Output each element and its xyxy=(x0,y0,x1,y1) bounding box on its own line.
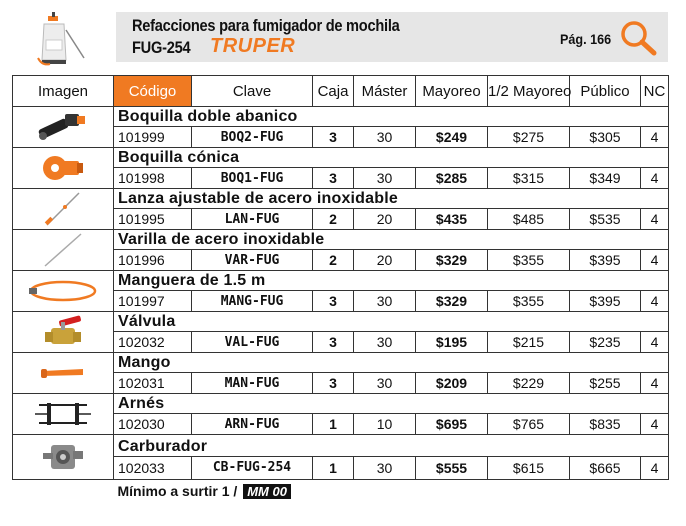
box-qty: 3 xyxy=(313,291,354,312)
mm-badge: MM 00 xyxy=(243,484,291,499)
lance-icon xyxy=(13,189,113,229)
master-qty: 30 xyxy=(354,291,416,312)
product-code: 102030 xyxy=(114,414,192,435)
product-image xyxy=(13,107,114,148)
retail-price: $255 xyxy=(570,373,641,394)
box-qty: 1 xyxy=(313,456,354,479)
product-key: MAN-FUG xyxy=(192,373,313,394)
product-code: 101998 xyxy=(114,168,192,189)
search-icon[interactable] xyxy=(618,18,660,58)
half-wholesale-price: $615 xyxy=(488,456,570,479)
retail-price: $395 xyxy=(570,250,641,271)
nc-value: 4 xyxy=(641,373,669,394)
product-code: 102032 xyxy=(114,332,192,353)
valve-icon xyxy=(13,312,113,352)
product-name: Válvula xyxy=(114,312,669,332)
half-wholesale-price: $215 xyxy=(488,332,570,353)
cone-nozzle-icon xyxy=(13,151,113,185)
product-name: Lanza ajustable de acero inoxidable xyxy=(114,189,669,209)
product-code: 102033 xyxy=(114,456,192,479)
product-name: Mango xyxy=(114,353,669,373)
box-qty: 3 xyxy=(313,332,354,353)
wholesale-price: $329 xyxy=(416,250,488,271)
retail-price: $835 xyxy=(570,414,641,435)
product-image xyxy=(13,435,114,480)
table-header-row xyxy=(13,76,669,107)
nc-value: 4 xyxy=(641,209,669,230)
wholesale-price: $249 xyxy=(416,127,488,148)
table-row xyxy=(13,271,669,291)
double-fan-nozzle-icon xyxy=(13,110,113,144)
master-qty: 20 xyxy=(354,250,416,271)
product-code: 101995 xyxy=(114,209,192,230)
half-wholesale-price: $315 xyxy=(488,168,570,189)
parts-table xyxy=(12,75,669,502)
box-qty: 3 xyxy=(313,127,354,148)
half-wholesale-price: $275 xyxy=(488,127,570,148)
half-wholesale-price: $485 xyxy=(488,209,570,230)
half-wholesale-price: $355 xyxy=(488,291,570,312)
master-qty: 30 xyxy=(354,127,416,148)
sprayer-backpack-icon xyxy=(34,10,90,68)
half-wholesale-price: $765 xyxy=(488,414,570,435)
product-key: VAR-FUG xyxy=(192,250,313,271)
handle-icon xyxy=(13,358,113,388)
model-code: FUG-254 xyxy=(132,38,191,57)
nc-value: 4 xyxy=(641,332,669,353)
product-name: Arnés xyxy=(114,394,669,414)
nc-value: 4 xyxy=(641,414,669,435)
table-row xyxy=(13,394,669,414)
product-name: Boquilla doble abanico xyxy=(114,107,669,127)
rod-icon xyxy=(13,230,113,270)
col-codigo[interactable]: Código xyxy=(114,76,192,107)
master-qty: 30 xyxy=(354,456,416,479)
retail-price: $235 xyxy=(570,332,641,353)
product-name: Varilla de acero inoxidable xyxy=(114,230,669,250)
product-key: BOQ1-FUG xyxy=(192,168,313,189)
product-key: BOQ2-FUG xyxy=(192,127,313,148)
master-qty: 30 xyxy=(354,168,416,189)
nc-value: 4 xyxy=(641,291,669,312)
table-row xyxy=(13,189,669,209)
col-publico[interactable]: Público xyxy=(570,76,641,107)
master-qty: 30 xyxy=(354,373,416,394)
half-wholesale-price: $229 xyxy=(488,373,570,394)
wholesale-price: $195 xyxy=(416,332,488,353)
half-wholesale-price: $355 xyxy=(488,250,570,271)
col-master[interactable]: Máster xyxy=(354,76,416,107)
box-qty: 3 xyxy=(313,373,354,394)
col-caja[interactable]: Caja xyxy=(313,76,354,107)
wholesale-price: $329 xyxy=(416,291,488,312)
product-name: Boquilla cónica xyxy=(114,148,669,168)
col-imagen: Imagen xyxy=(13,76,114,107)
page-title: Refacciones para fumigador de mochila xyxy=(132,16,400,35)
box-qty: 2 xyxy=(313,209,354,230)
product-name: Manguera de 1.5 m xyxy=(114,271,669,291)
master-qty: 30 xyxy=(354,332,416,353)
product-code: 101999 xyxy=(114,127,192,148)
retail-price: $349 xyxy=(570,168,641,189)
harness-icon xyxy=(13,399,113,429)
retail-price: $305 xyxy=(570,127,641,148)
col-mayoreo[interactable]: Mayoreo xyxy=(416,76,488,107)
product-code: 102031 xyxy=(114,373,192,394)
product-image xyxy=(13,394,114,435)
col-clave[interactable]: Clave xyxy=(192,76,313,107)
table-row xyxy=(13,435,669,457)
product-key: CB-FUG-254 xyxy=(192,456,313,479)
product-image xyxy=(13,271,114,312)
product-image xyxy=(13,189,114,230)
nc-value: 4 xyxy=(641,456,669,479)
box-qty: 2 xyxy=(313,250,354,271)
box-qty: 1 xyxy=(313,414,354,435)
carburetor-icon xyxy=(13,435,113,479)
brand-logo: TRUPER xyxy=(210,35,296,57)
footer-row xyxy=(13,480,669,502)
page-number: Pág. 166 xyxy=(560,31,612,47)
product-key: ARN-FUG xyxy=(192,414,313,435)
table-row xyxy=(13,148,669,168)
footer-empty-cell xyxy=(13,480,114,502)
table-row xyxy=(13,353,669,373)
wholesale-price: $209 xyxy=(416,373,488,394)
product-code: 101997 xyxy=(114,291,192,312)
product-image xyxy=(13,353,114,394)
master-qty: 10 xyxy=(354,414,416,435)
retail-price: $535 xyxy=(570,209,641,230)
product-image xyxy=(13,148,114,189)
wholesale-price: $435 xyxy=(416,209,488,230)
product-image xyxy=(13,230,114,271)
product-key: VAL-FUG xyxy=(192,332,313,353)
nc-value: 4 xyxy=(641,127,669,148)
product-name: Carburador xyxy=(114,435,669,457)
nc-value: 4 xyxy=(641,250,669,271)
table-row xyxy=(13,230,669,250)
product-code: 101996 xyxy=(114,250,192,271)
hose-icon xyxy=(13,274,113,308)
retail-price: $665 xyxy=(570,456,641,479)
product-key: MANG-FUG xyxy=(192,291,313,312)
minimum-order-note xyxy=(114,480,669,502)
wholesale-price: $285 xyxy=(416,168,488,189)
table-row xyxy=(13,312,669,332)
table-row xyxy=(13,107,669,127)
minimum-order-text: Mínimo a surtir 1 / xyxy=(117,482,238,499)
col-nc[interactable]: NC xyxy=(641,76,669,107)
product-key: LAN-FUG xyxy=(192,209,313,230)
wholesale-price: $555 xyxy=(416,456,488,479)
master-qty: 20 xyxy=(354,209,416,230)
nc-value: 4 xyxy=(641,168,669,189)
wholesale-price: $695 xyxy=(416,414,488,435)
product-image xyxy=(13,312,114,353)
col-medio-mayoreo[interactable]: 1/2 Mayoreo xyxy=(488,76,570,107)
box-qty: 3 xyxy=(313,168,354,189)
retail-price: $395 xyxy=(570,291,641,312)
